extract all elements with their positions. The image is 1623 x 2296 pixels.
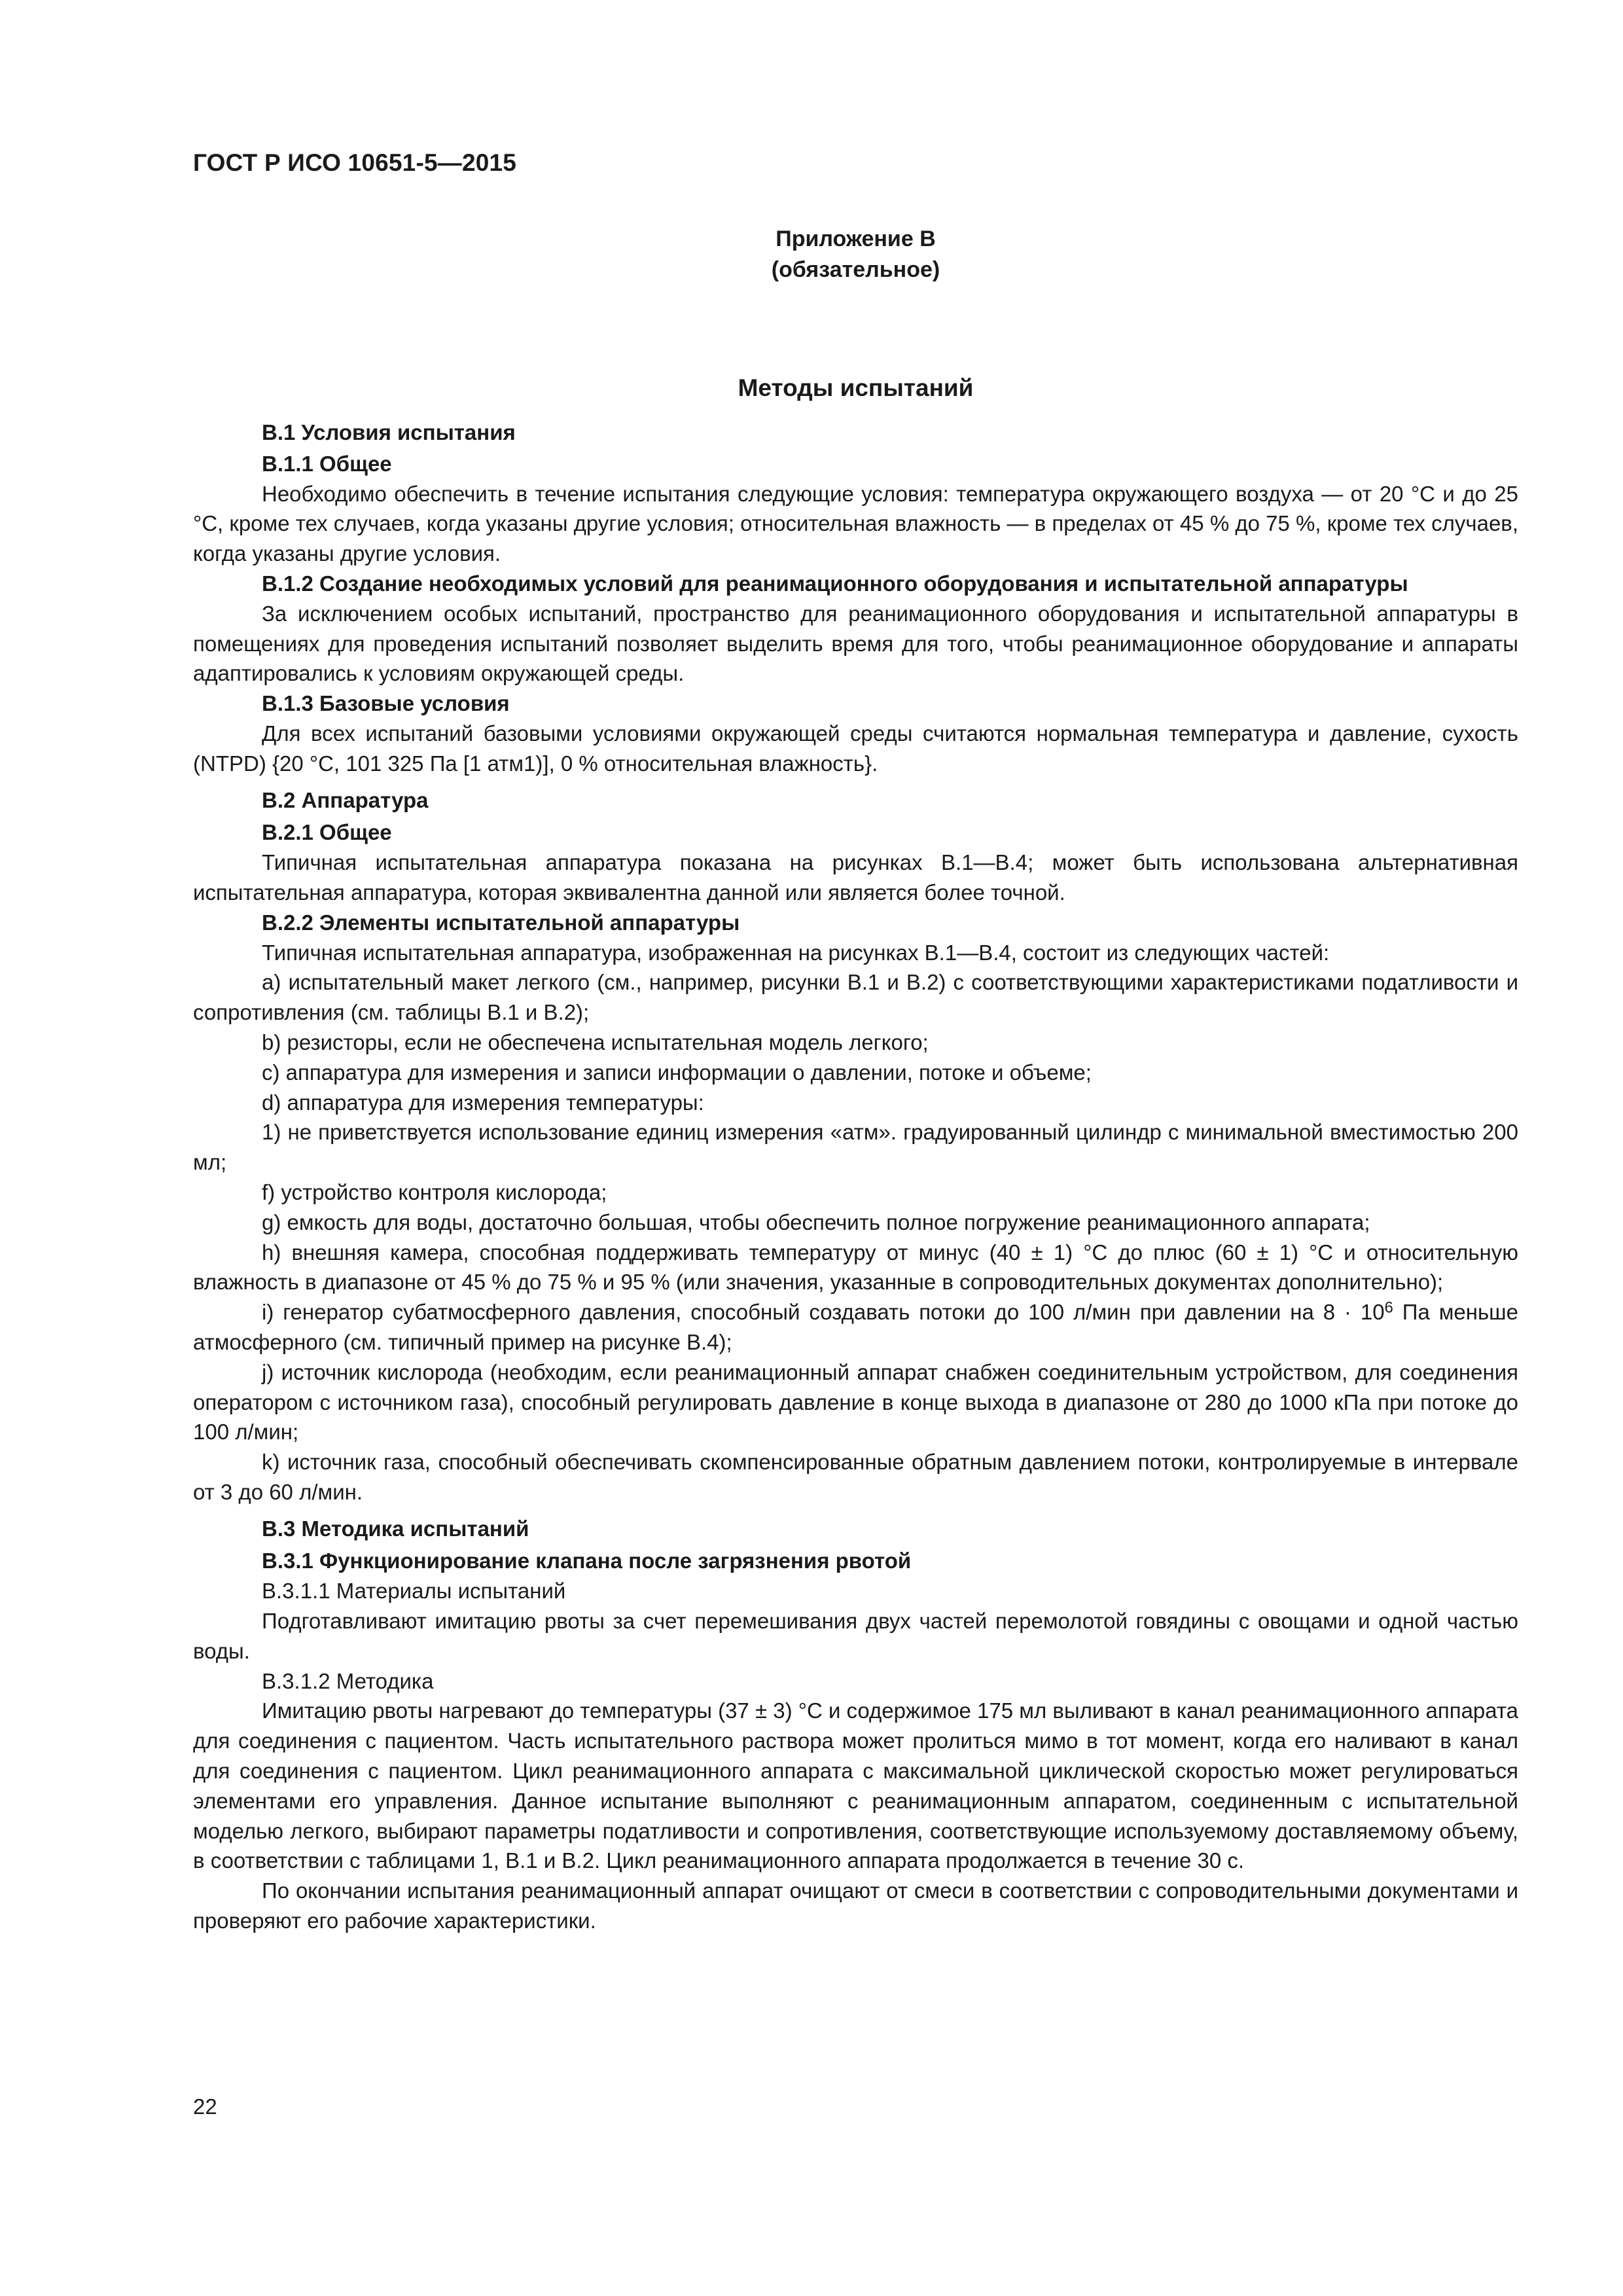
section-b11-heading: В.1.1 Общее bbox=[262, 451, 392, 476]
methods-title: Методы испытаний bbox=[738, 374, 974, 401]
annex-title: Приложение В bbox=[776, 226, 936, 251]
list-item-footnote-1: 1) не приветствуется использование единиц измерения «атм». градуированный цилиндр с минимальной вместимостью 200 мл; bbox=[193, 1120, 1518, 1175]
section-b12-text: За исключением особых испытаний, пространство для реанимационного оборудования и испытательной аппаратуры в помещениях для проведения испытаний позволяет выделить время для того, чтобы реанимационное оборудование и аппараты адаптировались к условиям окружающей среды. bbox=[193, 601, 1518, 686]
list-item-i-exponent: 6 bbox=[1384, 1299, 1393, 1317]
document-body bbox=[193, 418, 1518, 1936]
section-b311-heading: В.3.1.1 Материалы испытаний bbox=[262, 1579, 566, 1604]
list-item-b: b) резисторы, если не обеспечена испытательная модель легкого; bbox=[262, 1030, 929, 1054]
annex-heading bbox=[193, 224, 1518, 285]
list-item-h: h) внешняя камера, способная поддерживать температуру от минус (40 ± 1) °С до плюс (60 ± 1) °С и относительную влажность в диапазоне от 45 % до 75 % и 95 % (или значения, указанные в сопроводительных документах дополнительно); bbox=[193, 1240, 1518, 1295]
list-item-i-text-start: i) генератор субатмосферного давления, способный создавать потоки до 100 л/мин при давлении на 8 · 10 bbox=[262, 1300, 1385, 1325]
list-item-i bbox=[193, 1297, 1518, 1357]
list-item-k: k) источник газа, способный обеспечивать скомпенсированные обратным давлением потоки, контролируемые в интервале от 3 до 60 л/мин. bbox=[193, 1450, 1518, 1504]
section-b21-text: Типичная испытательная аппаратура показана на рисунках В.1—В.4; может быть использована альтернативная испытательная аппаратура, которая эквивалентна данной или является более точной. bbox=[193, 850, 1518, 905]
list-item-f: f) устройство контроля кислорода; bbox=[262, 1179, 607, 1204]
section-b11-text: Необходимо обеспечить в течение испытания следующие условия: температура окружающего воздуха — от 20 °С и до 25 °С, кроме тех случаев, когда указаны другие условия; относительная влажность — в пределах от 45 % до 75 %, кроме тех случаев, когда указаны другие условия. bbox=[193, 481, 1518, 566]
annex-status: (обязательное) bbox=[771, 257, 940, 282]
section-b22-intro: Типичная испытательная аппаратура, изображенная на рисунках В.1—В.4, состоит из следующих частей: bbox=[262, 940, 1330, 965]
section-b2-heading: В.2 Аппаратура bbox=[262, 787, 429, 812]
list-item-j: j) источник кислорода (необходим, если реанимационный аппарат снабжен соединительным устройством, для соединения оператором с источником газа), способный регулировать давление в конце выхода в диапазоне от 280 до 1000 кПа при потоке до 100 л/мин; bbox=[193, 1359, 1518, 1444]
section-b311-text: Подготавливают имитацию рвоты за счет перемешивания двух частей перемолотой говядины с овощами и одной частью воды. bbox=[193, 1609, 1518, 1663]
section-b31-heading: В.3.1 Функционирование клапана после загрязнения рвотой bbox=[262, 1549, 912, 1573]
section-b3-heading: В.3 Методика испытаний bbox=[262, 1516, 529, 1541]
section-b22-heading: В.2.2 Элементы испытательной аппаратуры bbox=[262, 910, 740, 935]
section-b1-heading: В.1 Условия испытания bbox=[262, 420, 516, 444]
section-b21-heading: В.2.1 Общее bbox=[262, 820, 392, 845]
section-b312-text-2: По окончании испытания реанимационный аппарат очищают от смеси в соответствии с сопроводительными документами и проверяют его рабочие характеристики. bbox=[193, 1878, 1518, 1933]
list-item-a: а) испытательный макет легкого (см., например, рисунки В.1 и В.2) с соответствующими характеристиками податливости и сопротивления (см. таблицы В.1 и В.2); bbox=[193, 970, 1518, 1025]
section-b312-heading: В.3.1.2 Методика bbox=[262, 1668, 434, 1693]
list-item-g: g) емкость для воды, достаточно большая, чтобы обеспечить полное погружение реанимационного аппарата; bbox=[262, 1210, 1370, 1234]
section-b12-heading: В.1.2 Создание необходимых условий для реанимационного оборудования и испытательной аппаратуры bbox=[262, 571, 1408, 596]
section-b13-heading: В.1.3 Базовые условия bbox=[262, 691, 510, 716]
page-number: 22 bbox=[193, 2094, 217, 2119]
section-b13-text: Для всех испытаний базовыми условиями окружающей среды считаются нормальная температура и давление, сухость (NTPD) {20 °С, 101 325 Па [1 атм1)], 0 % относительная влажность}. bbox=[193, 721, 1518, 776]
list-item-c: c) аппаратура для измерения и записи информации о давлении, потоке и объеме; bbox=[262, 1060, 1092, 1085]
list-item-i-text-end: Па меньше атмосферного (см. типичный пример на рисунке В.4); bbox=[193, 1300, 1518, 1354]
document-standard-id: ГОСТ Р ИСО 10651-5—2015 bbox=[193, 149, 517, 176]
section-b312-text-1: Имитацию рвоты нагревают до температуры (37 ± 3) °С и содержимое 175 мл выливают в канал реанимационного аппарата для соединения с пациентом. Часть испытательного раствора может пролиться мимо в тот момент, когда его наливают в канал для соединения с пациентом. Цикл реанимационного аппарата с максимальной циклической скоростью может регулироваться элементами его управления. Данное испытание выполняют с реанимационным аппаратом, соединенным с испытательной моделью легкого, выбирают параметры податливости и сопротивления, соответствующие используемому доставляемому объему, в соответствии с таблицами 1, В.1 и В.2. Цикл реанимационного аппарата продолжается в течение 30 с. bbox=[193, 1698, 1518, 1873]
list-item-d: d) аппаратура для измерения температуры: bbox=[262, 1090, 704, 1115]
